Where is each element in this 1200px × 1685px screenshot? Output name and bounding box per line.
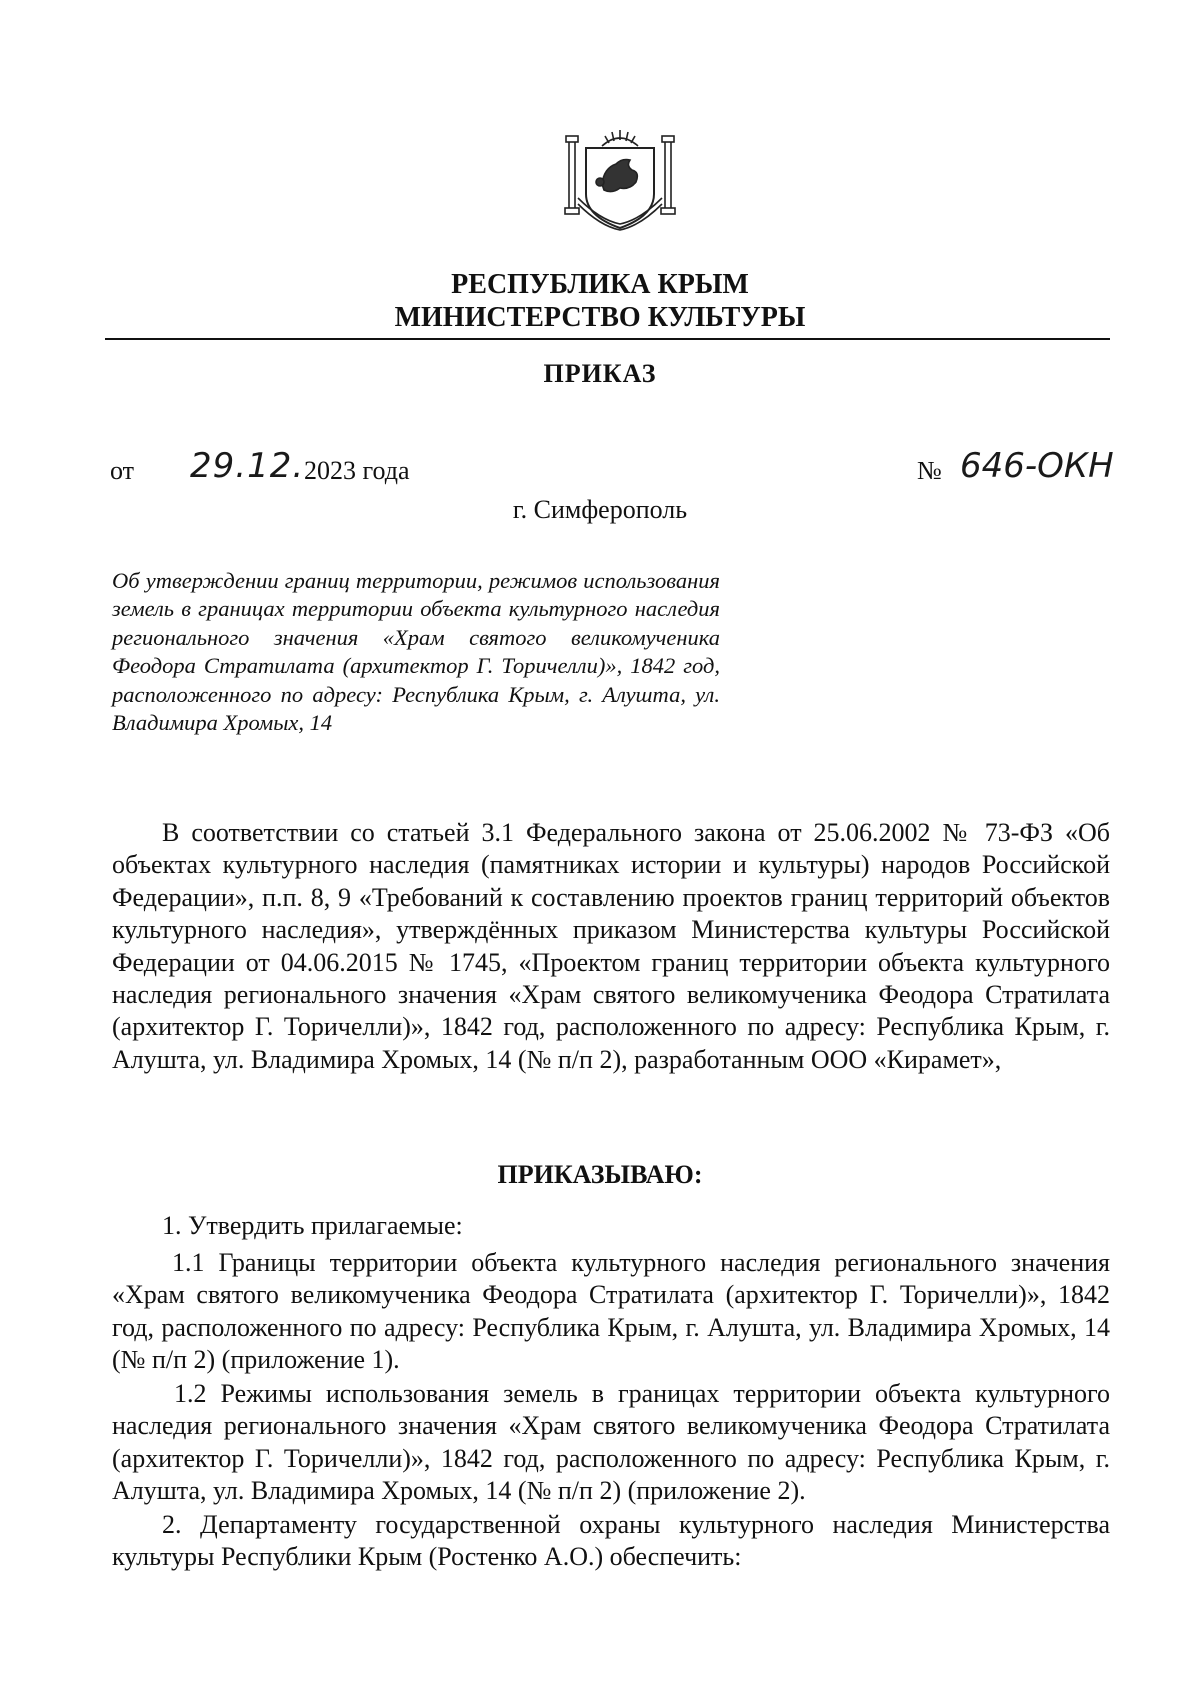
date-prefix: от [110,456,135,485]
item-1-1: 1.1 Границы территории объекта культурного наследия регионального значения «Храм святого великомученика Феодора Стратилата (архитектор Г. Торичелли)», 1842 год, расположенного по адресу: Республика Крым, г. Алушта, ул. Владимира Хромых, 14 (№ п/п 2) (приложение 1). [112,1248,1110,1375]
coat-of-arms-emblem [560,124,680,234]
command-heading: ПРИКАЗЫВАЮ: [497,1160,703,1189]
organization-region: РЕСПУБЛИКА КРЫМ [451,269,749,300]
item-2: 2. Департаменту государственной охраны культурного наследия Министерства культуры Республики Крым (Ростенко А.О.) обеспечить: [112,1510,1110,1572]
order-subject: Об утверждении границ территории, режимов использования земель в границах территории объекта культурного наследия регионального значения «Храм святого великомученика Феодора Стратилата (архитектор Г. Торичелли)», 1842 год, расположенного по адресу: Республика Крым, г. Алушта, ул. Владимира Хромых, 14 [112,568,720,736]
number-prefix: № [917,456,942,485]
document-type: ПРИКАЗ [543,359,657,388]
city: г. Симферополь [512,495,688,524]
handwritten-number: 646-ОКН [960,446,1114,486]
preamble-paragraph: В соответствии со статьей 3.1 Федерального закона от 25.06.2002 № 73-ФЗ «Об объектах культурного наследия (памятниках истории и культуры) народов Российской Федерации», п.п. 8, 9 «Требований к составлению проектов границ территорий объектов культурного наследия», утверждённых приказом Министерства культуры Российской Федерации от 04.06.2015 № 1745, «Проектом границ территории объекта культурного наследия регионального значения «Храм святого великомученика Феодора Стратилата (архитектор Г. Торичелли)», 1842 год, расположенного по адресу: Республика Крым, г. Алушта, ул. Владимира Хромых, 14 (№ п/п 2), разработанным ООО «Кирамет», [112,818,1110,1074]
date-year: 2023 года [304,456,410,485]
item-1-2: 1.2 Режимы использования земель в границах территории объекта культурного наследия регионального значения «Храм святого великомученика Феодора Стратилата (архитектор Г. Торичелли)», 1842 год, расположенного по адресу: Республика Крым, г. Алушта, ул. Владимира Хромых, 14 (№ п/п 2) (приложение 2). [112,1379,1110,1506]
organization-ministry: МИНИСТЕРСТВО КУЛЬТУРЫ [394,302,806,333]
item-1: 1. Утвердить прилагаемые: [162,1211,463,1240]
handwritten-date: 29.12. [190,446,305,486]
header-divider [105,338,1110,340]
